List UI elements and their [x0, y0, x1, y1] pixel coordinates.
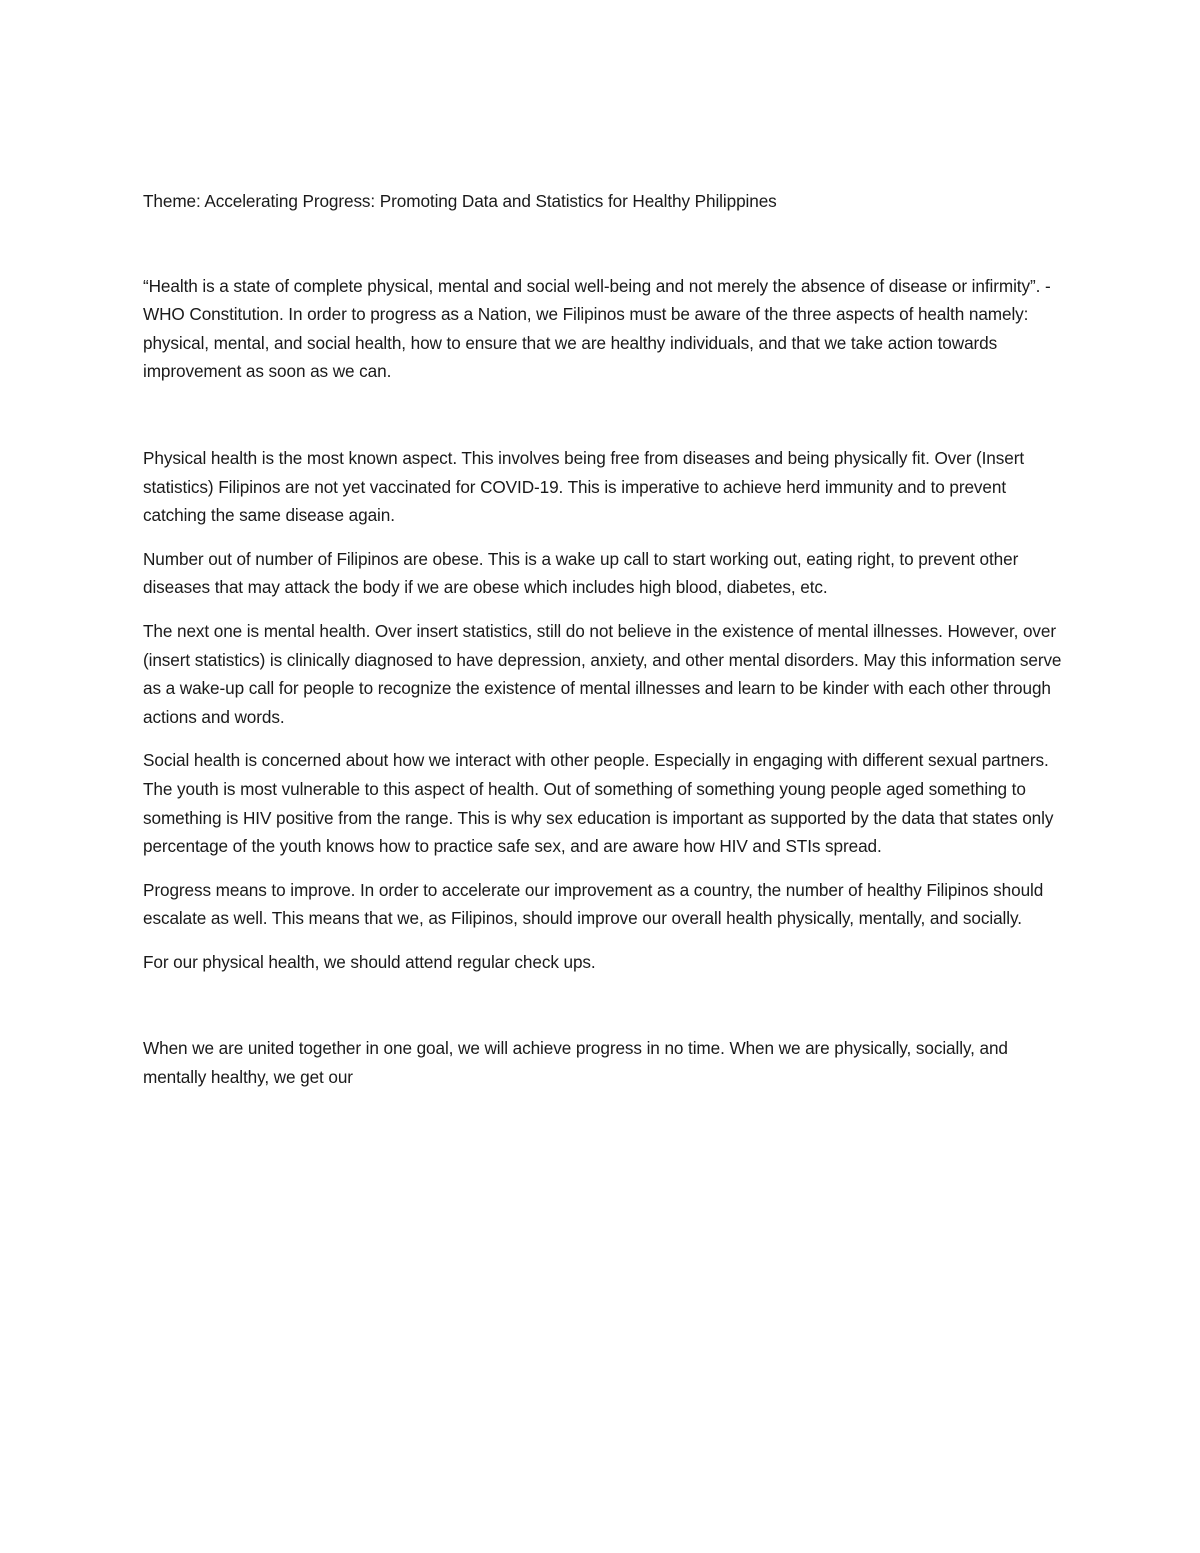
spacer — [143, 976, 1068, 1034]
spacer — [143, 933, 1068, 948]
paragraph-who-definition: “Health is a state of complete physical, mental and social well-being and not merely the absence of disease or infirmity”. - WHO Constitution. In order to progress as a Nation, we Filipinos must be aware of the three aspects of health namely: physical, mental, and social health, how to ensure that we are healthy individuals, and that we take action towards improvement as soon as we can. — [143, 275, 1051, 382]
spacer — [143, 386, 1068, 444]
paragraph-progress: Progress means to improve. In order to accelerate our improvement as a country, the number of healthy Filipinos should escalate as well. This means that we, as Filipinos, should improve our overall health physically, mentally, and socially. — [143, 879, 1044, 929]
document-body — [143, 187, 1068, 1092]
document-title: Theme: Accelerating Progress: Promoting Data and Statistics for Healthy Philippines — [143, 191, 777, 211]
paragraph-social-health: Social health is concerned about how we interact with other people. Especially in engaging with different sexual partners. The youth is most vulnerable to this aspect of health. Out of something of something young people aged something to something is HIV positive from the range. This is why sex education is important as supported by the data that states only percentage of the youth knows how to practice safe sex, and are aware how HIV and STIs spread. — [143, 750, 1054, 857]
paragraph-conclusion: When we are united together in one goal, we will achieve progress in no time. When we are physically, socially, and mentally healthy, we get our — [143, 1038, 1008, 1088]
spacer — [143, 530, 1068, 545]
paragraph-check-ups: For our physical health, we should attend regular check ups. — [143, 951, 596, 972]
paragraph-obesity: Number out of number of Filipinos are obese. This is a wake up call to start working out, eating right, to prevent other diseases that may attack the body if we are obese which includes high blood, diabetes, etc. — [143, 548, 1019, 598]
spacer — [143, 731, 1068, 746]
paragraph-mental-health: The next one is mental health. Over insert statistics, still do not believe in the existence of mental illnesses. However, over (insert statistics) is clinically diagnosed to have depression, anxiety, and other mental disorders. May this information serve as a wake-up call for people to recognize the existence of mental illnesses and learn to be kinder with each other through actions and words. — [143, 620, 1062, 727]
paragraph-physical-health: Physical health is the most known aspect. This involves being free from diseases and being physically fit. Over (Insert statistics) Filipinos are not yet vaccinated for COVID-19. This is imperative to achieve herd immunity and to prevent catching the same disease again. — [143, 447, 1025, 526]
spacer — [143, 216, 1068, 272]
spacer — [143, 602, 1068, 617]
spacer — [143, 861, 1068, 876]
